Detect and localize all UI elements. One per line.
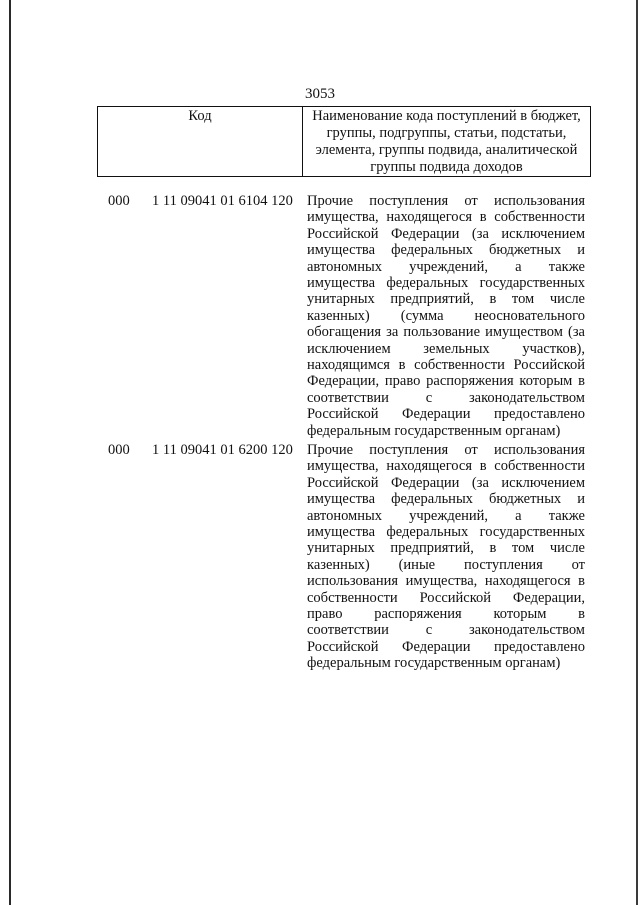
income-description: Прочие поступления от использования имущества, находящегося в собственности Российской Федерации (за исключением имущества федеральных бюджетных и автономных учреждений, а также имущества федеральных государственных унитарных предприятий, в том числе казенных) (сумма неосновательного обогащения за пользование имуществом (за исключением земельных участков), находящимся в собственности Российской Федерации, право распоряжения которым в соответствии с законодательством Российской Федерации предоставлено федеральным государственным органам) bbox=[307, 193, 585, 439]
column-header-code: Код bbox=[98, 107, 303, 176]
page-left-edge bbox=[9, 0, 11, 905]
budget-code: 1 11 09041 01 6200 120 bbox=[152, 442, 293, 458]
income-description: Прочие поступления от использования имущества, находящегося в собственности Российской Федерации (за исключением имущества федеральных бюджетных и автономных учреждений, а также имущества федеральных государственных унитарных предприятий, в том числе казенных) (иные поступления от использования имущества, находящегося в собственности Российской Федерации, право распоряжения которым в соответствии с законодательством Российской Федерации предоставлено федеральным государственным органам) bbox=[307, 442, 585, 672]
page-number: 3053 bbox=[305, 86, 335, 102]
admin-code: 000 bbox=[108, 193, 130, 209]
admin-code: 000 bbox=[108, 442, 130, 458]
column-header-name: Наименование кода поступлений в бюджет, группы, подгруппы, статьи, подстатьи, элемента, группы подвида, аналитической группы подвида доходов bbox=[312, 108, 581, 175]
budget-code: 1 11 09041 01 6104 120 bbox=[152, 193, 293, 209]
page-right-edge bbox=[636, 0, 638, 905]
table-header bbox=[97, 106, 591, 177]
